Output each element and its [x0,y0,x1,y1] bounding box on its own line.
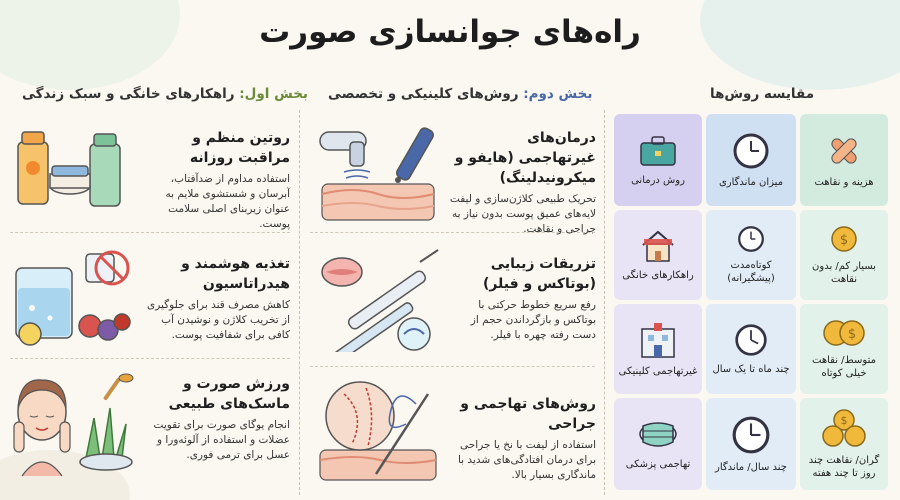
row-cost [800,210,888,300]
header-cost-label: هزینه و نقاهت [814,176,874,188]
section-home-prefix: بخش اول: [239,86,308,102]
section-clinic-title [328,86,592,102]
thread-lift-icon [316,374,444,484]
header-method [614,114,702,206]
row-method [614,304,702,394]
clinic-item-title: روش‌های تهاجمی و جراحی [460,396,596,432]
clinic-icon [638,321,678,359]
row-cost-label: بسیار کم/ بدون نقاهت [812,261,876,285]
clinic-item-desc: تحریک طبیعی کلاژن‌سازی و لیفت لایه‌های عمیق پوست بدون نیاز به جراحی و نقاهت. [449,193,596,235]
skincare-products-icon [12,128,132,212]
row-cost [800,304,888,394]
clock-icon [732,132,770,170]
row-time [706,210,796,300]
home-item-desc: استفاده مداوم از ضدآفتاب، آبرسان و شستشوی ملایم به عنوان زیربنای اصلی سلامت پوست. [165,173,290,230]
section-home-title [22,86,308,102]
header-method-label: روش درمانی [631,174,685,186]
page-title: راه‌های جوانسازی صورت [259,14,641,50]
row-cost-label: متوسط/ نقاهت خیلی کوتاه [812,355,876,379]
home-item-desc: کاهش مصرف قند برای جلوگیری از تخریب کلاژن و نوشیدن آب کافی برای شفافیت پوست. [146,299,290,341]
row-divider [10,232,290,233]
home-item-title: تغذیه هوشمند و هیدراتاسیون [181,256,290,292]
section-clinic-prefix: بخش دوم: [523,86,593,102]
clinic-item-desc: استفاده از لیفت با نخ یا جراحی برای درمان افتادگی‌های شدید با ماندگاری بسیار بالا. [457,439,596,481]
clinic-item-noninvasive [446,128,596,237]
coins-icon [822,318,866,348]
row-cost [800,398,888,490]
svg-text:$: $ [839,233,849,248]
row-time [706,398,796,490]
home-item-exercise [140,374,290,463]
header-time-label: میزان ماندگاری [718,176,784,188]
row-time-label: چند سال/ ماندگار [715,461,787,473]
home-item-routine [140,128,290,232]
syringe-icon [314,244,444,352]
row-cost-label: گران/ نقاهت چند روز تا چند هفته [808,455,880,479]
clock-icon [737,225,765,253]
row-method-label: راهکارهای خانگی [622,269,694,281]
row-time-label: کوتاه‌مدت (پیشگیرانه) [727,260,775,284]
bandage-icon [825,132,863,170]
home-item-title: روتین منظم و مراقبت روزانه [189,130,290,166]
row-divider [310,366,595,367]
home-item-title: ورزش صورت و ماسک‌های طبیعی [168,376,290,412]
column-divider [299,110,300,495]
face-yoga-aloe-icon [10,368,138,478]
clinic-item-surgical [446,394,596,483]
section-clinic-text: روش‌های کلینیکی و تخصصی [328,86,524,102]
column-divider [604,110,605,495]
row-divider [10,358,290,359]
section-compare-title [710,86,814,102]
clinic-item-title: درمان‌های غیرتهاجمی (هایفو و میکرونیدلینگ) [454,130,596,186]
header-time [706,114,796,206]
svg-text:$: $ [840,414,848,427]
row-method [614,398,702,490]
row-method [614,210,702,300]
clinic-item-injections [446,254,596,343]
surgical-mask-icon [635,418,681,452]
clock-icon [731,415,771,455]
section-compare-text: مقایسه روش‌ها [710,86,815,102]
coin-icon [829,224,859,254]
briefcase-icon [638,134,678,168]
row-method-label: غیرتهاجمی کلینیکی [618,365,698,377]
water-fruit-icon [10,248,136,348]
hifu-device-icon [314,122,444,226]
row-time [706,304,796,394]
house-icon [639,229,677,263]
header-cost [800,114,888,206]
home-item-nutrition [140,254,290,343]
comparison-table [614,114,888,486]
coins-stack-icon [821,408,867,448]
home-item-desc: انجام یوگای صورت برای تقویت عضلات و استفاده از آلوئه‌ورا و عسل برای ترمی فوری. [153,419,290,461]
clock-icon [734,323,768,357]
clinic-item-title: تزریقات زیبایی (بوتاکس و فیلر) [482,256,596,292]
row-method-label: تهاجمی پزشکی [625,458,691,470]
clinic-item-desc: رفع سریع خطوط حرکتی با بوتاکس و بازگرداندن حجم از دست رفته چهره با فیلر. [470,299,596,341]
row-time-label: چند ماه تا یک سال [712,363,790,375]
section-home-text: راهکارهای خانگی و سبک زندگی [22,86,240,102]
svg-text:$: $ [847,327,857,342]
